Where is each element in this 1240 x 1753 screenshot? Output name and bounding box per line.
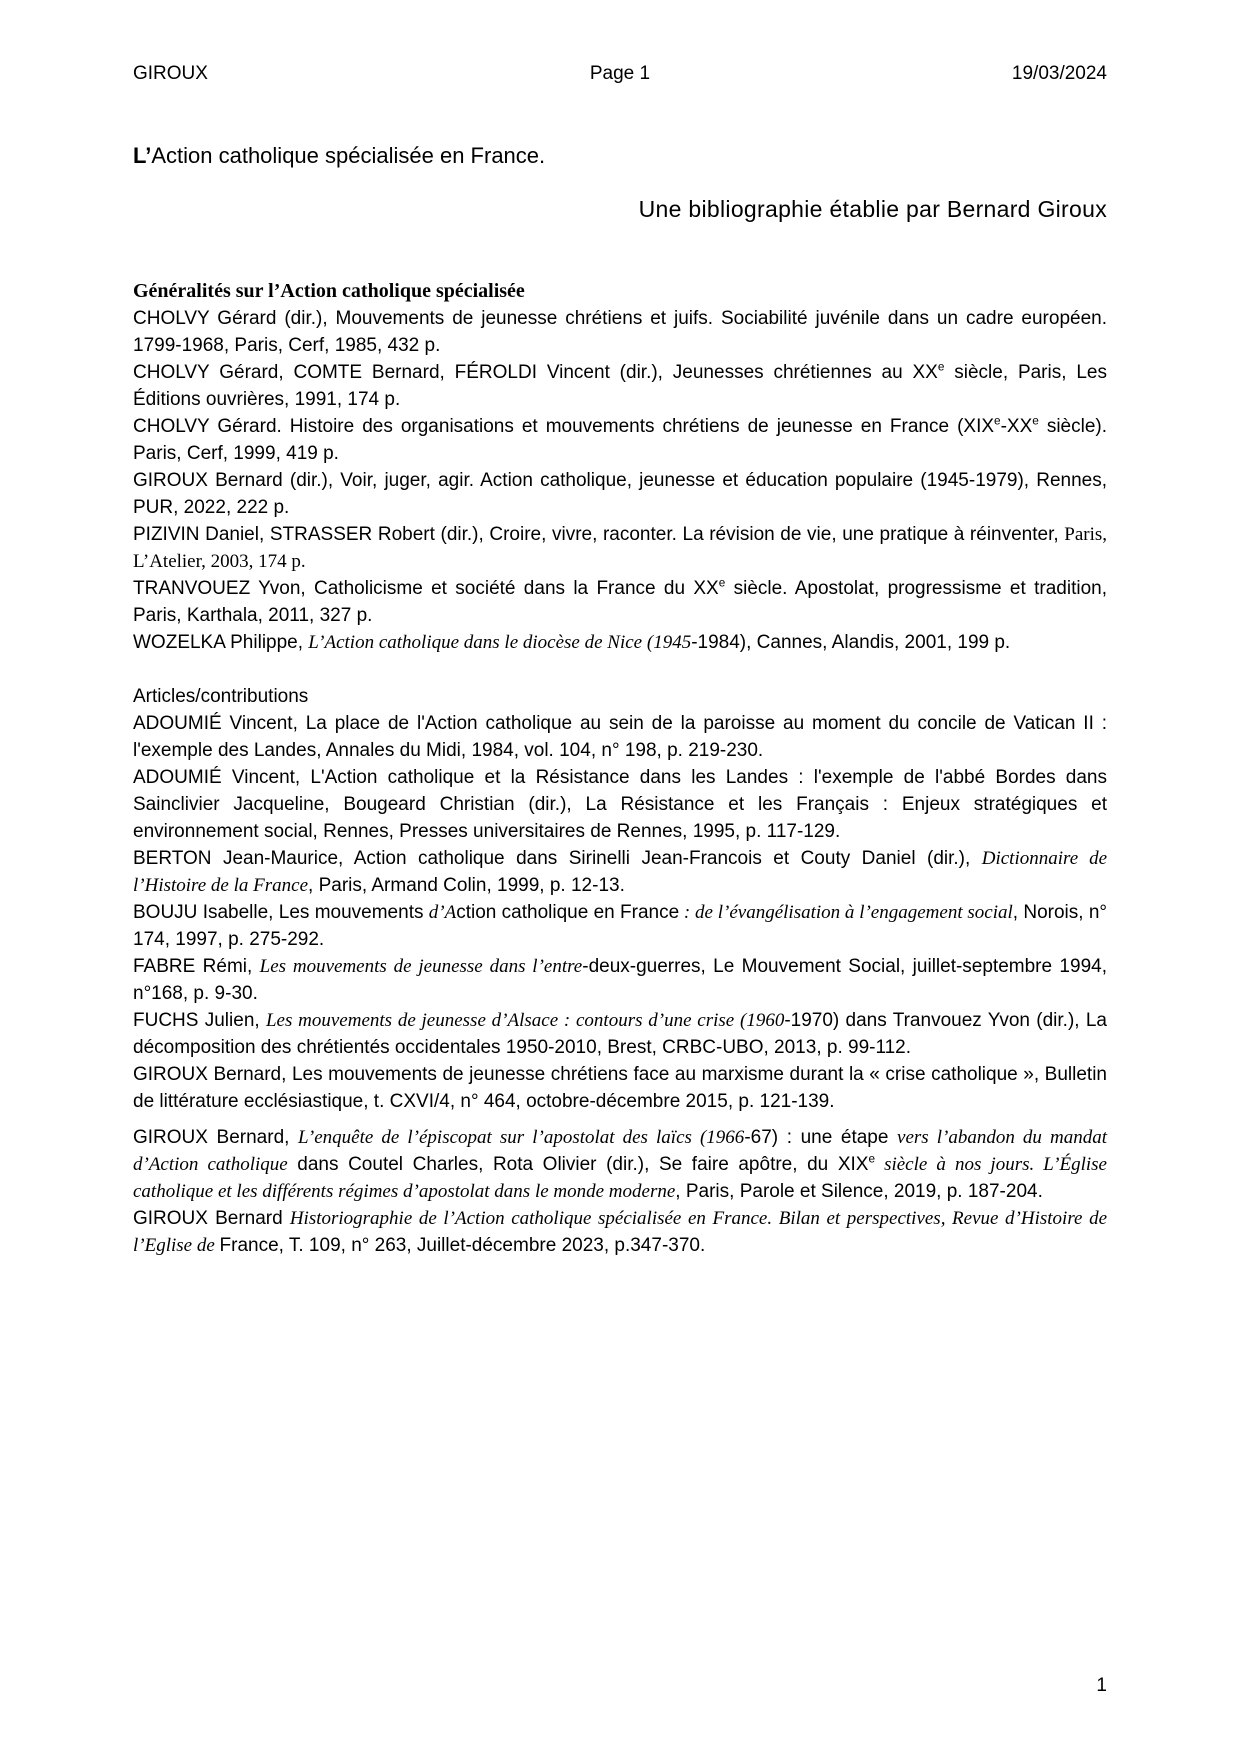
entry-text-segment: FUCHS Julien,	[133, 1010, 266, 1031]
bibliography-entry	[133, 710, 1107, 764]
entry-text-segment: L’Action catholique dans le diocèse de Nice (1945	[308, 632, 692, 653]
bibliography-entry	[133, 467, 1107, 521]
entry-text-segment: Paris, L’Atelier, 2003, 174 p.	[133, 524, 1107, 572]
entry-text-segment: -1984), Cannes, Alandis, 2001, 199 p.	[691, 632, 1011, 653]
entry-text-segment: GIROUX Bernard, Les mouvements de jeunesse chrétiens face au marxisme durant la « crise catholique », Bulletin de littérature ecclésiastique, t. CXVI/4, n° 464, octobre-décembre 2015, p. 121-139.	[133, 1064, 1107, 1112]
document-title	[133, 142, 1107, 170]
entry-text-segment: CHOLVY Gérard. Histoire des organisations et mouvements chrétiens de jeunesse en France (XIX	[133, 416, 995, 437]
page-number: 1	[1096, 1675, 1107, 1696]
entry-text-segment: siècle à nos jours. L’Église catholique et les différents régimes d’apostolat dans le monde moderne	[133, 1154, 1107, 1202]
entry-text-segment: -deux-guerres, Le Mouvement Social, juillet-septembre 1994, n°168, p. 9-30.	[133, 956, 1107, 1004]
entry-text-segment: BOUJU Isabelle, Les mouvements	[133, 902, 429, 923]
entry-text-segment: TRANVOUEZ Yvon, Catholicisme et société dans la France du XX	[133, 578, 719, 599]
bibliography-entry	[133, 305, 1107, 359]
header-author: GIROUX	[133, 63, 208, 84]
title-lead: L’	[133, 143, 152, 168]
bibliography-entry	[133, 899, 1107, 953]
entry-text-segment: , Paris, Parole et Silence, 2019, p. 187-204.	[675, 1181, 1043, 1202]
title-rest: Action catholique spécialisée en France.	[151, 143, 546, 168]
document-subtitle: Une bibliographie établie par Bernard Giroux	[638, 196, 1107, 222]
entry-text-segment: Les mouvements de jeunesse d’Alsace : contours d’une crise (1960	[265, 1010, 785, 1031]
entry-text-segment: e	[1032, 414, 1039, 428]
section-heading: Généralités sur l’Action catholique spécialisée	[133, 280, 525, 302]
entry-text-segment: : de l’évangélisation à l’engagement social	[679, 902, 1013, 923]
bibliography-entry	[133, 1007, 1107, 1061]
entry-text-segment: ction catholique en France	[456, 902, 680, 923]
entry-text-segment: France, T. 109, n° 263, Juillet-décembre 2023, p.347-370.	[219, 1235, 706, 1256]
entry-text-segment: WOZELKA Philippe,	[133, 632, 309, 653]
entry-text-segment: CHOLVY Gérard (dir.), Mouvements de jeunesse chrétiens et juifs. Sociabilité juvénile dans un cadre européen. 1799-1968, Paris, Cerf, 1985, 432 p.	[133, 308, 1107, 356]
entry-text-segment: Historiographie de l’Action catholique spécialisée en France. Bilan et perspectives, Revue d’Histoire de l’Eglise de	[133, 1208, 1107, 1256]
header-page-label: Page 1	[589, 63, 651, 84]
entry-text-segment: -1970) dans Tranvouez Yvon (dir.), La décomposition des chrétientés occidentales 1950-2010, Brest, CRBC-UBO, 2013, p. 99-112.	[133, 1010, 1107, 1058]
bibliography-sections	[133, 278, 1107, 1259]
bibliography-entry	[133, 1205, 1107, 1259]
entry-text-segment: dans Coutel Charles, Rota Olivier (dir.), Se faire apôtre, du XIX	[287, 1154, 869, 1175]
entry-text-segment: vers l’abandon du mandat d’Action catholique	[133, 1127, 1107, 1175]
entry-text-segment: ADOUMIÉ Vincent, La place de l'Action catholique au sein de la paroisse au moment du concile de Vatican II : l'exemple des Landes, Annales du Midi, 1984, vol. 104, n° 198, p. 219-230.	[133, 713, 1107, 761]
bibliography-entry	[133, 629, 1107, 656]
entry-text-segment: GIROUX Bernard (dir.), Voir, juger, agir. Action catholique, jeunesse et éducation populaire (1945-1979), Rennes, PUR, 2022, 222 p.	[133, 470, 1107, 518]
entry-text-segment: FABRE Rémi,	[133, 956, 260, 977]
entry-text-segment: siècle). Paris, Cerf, 1999, 419 p.	[133, 416, 1107, 464]
entry-text-segment: , Paris, Armand Colin, 1999, p. 12-13.	[308, 875, 625, 896]
section-heading: Articles/contributions	[133, 686, 309, 707]
bibliography-entry	[133, 953, 1107, 1007]
entry-text-segment: CHOLVY Gérard, COMTE Bernard, FÉROLDI Vincent (dir.), Jeunesses chrétiennes au XX	[133, 362, 938, 383]
entry-text-segment: e	[718, 576, 726, 590]
entry-text-segment: -67) : une étape	[744, 1127, 898, 1148]
bibliography-entry	[133, 1124, 1107, 1205]
entry-text-segment: e	[868, 1152, 876, 1166]
entry-text-segment: -XX	[1000, 416, 1033, 437]
entry-text-segment: GIROUX Bernard,	[133, 1127, 299, 1148]
bibliography-entry	[133, 1061, 1107, 1115]
bibliography-entry	[133, 521, 1107, 575]
entry-text-segment: e	[994, 414, 1001, 428]
entry-text-segment: GIROUX Bernard	[133, 1208, 290, 1229]
bibliography-entry	[133, 764, 1107, 845]
bibliography-entry	[133, 845, 1107, 899]
entry-text-segment: ADOUMIÉ Vincent, L'Action catholique et la Résistance dans les Landes : l'exemple de l'abbé Bordes dans Sainclivier Jacqueline, Bougeard Christian (dir.), La Résistance et les Français : Enjeux stratégiques et environnement social, Rennes, Presses universitaires de Rennes, 1995, p. 117-129.	[133, 767, 1107, 842]
entry-text-segment: siècle. Apostolat, progressisme et tradition, Paris, Karthala, 2011, 327 p.	[133, 578, 1107, 626]
entry-text-segment: , Norois, n° 174, 1997, p. 275-292.	[133, 902, 1107, 950]
bibliography-entry	[133, 359, 1107, 413]
entry-text-segment: siècle, Paris, Les Éditions ouvrières, 1991, 174 p.	[133, 362, 1107, 410]
entry-text-segment: PIZIVIN Daniel, STRASSER Robert (dir.), Croire, vivre, raconter. La révision de vie, une pratique à réinventer,	[133, 524, 1065, 545]
entry-text-segment: d’A	[428, 902, 457, 923]
bibliography-entry	[133, 575, 1107, 629]
entry-text-segment: e	[937, 360, 945, 374]
entry-text-segment: BERTON Jean-Maurice, Action catholique dans Sirinelli Jean-Francois et Couty Daniel (dir.),	[133, 848, 982, 869]
entry-text-segment: Les mouvements de jeunesse dans l’entre	[259, 956, 583, 977]
bibliography-entry	[133, 413, 1107, 467]
entry-text-segment: L’enquête de l’épiscopat sur l’apostolat des laïcs (1966	[298, 1127, 745, 1148]
header-date: 19/03/2024	[1011, 63, 1107, 84]
entry-text-segment: Dictionnaire de l’Histoire de la France	[133, 848, 1108, 896]
page-header	[133, 62, 1107, 86]
